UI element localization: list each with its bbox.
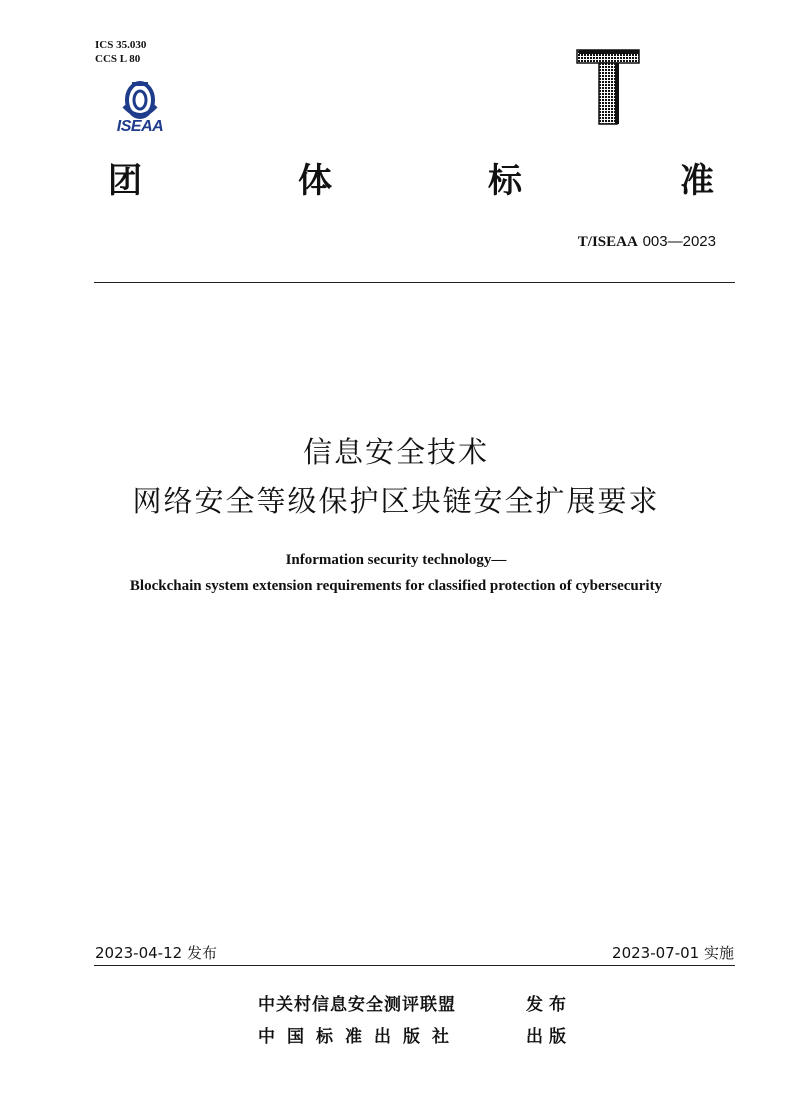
ics-code: ICS 35.030 (95, 39, 147, 51)
implement-date: 2023-07-01 实施 (612, 944, 734, 962)
svg-text:T: T (608, 98, 609, 99)
standard-type-letter-icon (575, 48, 641, 126)
type-char-3: 标 (488, 161, 522, 201)
type-char-1: 团 (108, 161, 142, 201)
publisher-action: 发布 (526, 995, 572, 1015)
standard-type-heading (108, 158, 724, 204)
bottom-divider (94, 965, 735, 966)
standard-number-value: 003—2023 (642, 233, 716, 250)
title-cn-line2: 网络安全等级保护区块链安全扩展要求 (132, 484, 660, 518)
type-char-2: 体 (298, 161, 332, 201)
standard-number-prefix: T/ISEAA (577, 234, 638, 250)
title-en-line2: Blockchain system extension requirements for classified protection of cybersecurity (129, 578, 663, 594)
title-cn-line1: 信息安全技术 (302, 435, 489, 469)
classification-codes (95, 38, 146, 66)
top-divider (94, 282, 735, 283)
press-org: 中国标准出版社 (258, 1027, 461, 1047)
press-action: 出版 (526, 1027, 572, 1047)
logo-text: ISEAA (116, 118, 164, 135)
title-en-line1: Information security technology— (285, 552, 507, 568)
publish-date: 2023-04-12 发布 (95, 944, 217, 962)
ccs-code: CCS L 80 (95, 53, 141, 65)
standard-number (578, 232, 716, 251)
type-char-4: 准 (680, 161, 714, 201)
publisher-org: 中关村信息安全测评联盟 (258, 995, 456, 1015)
